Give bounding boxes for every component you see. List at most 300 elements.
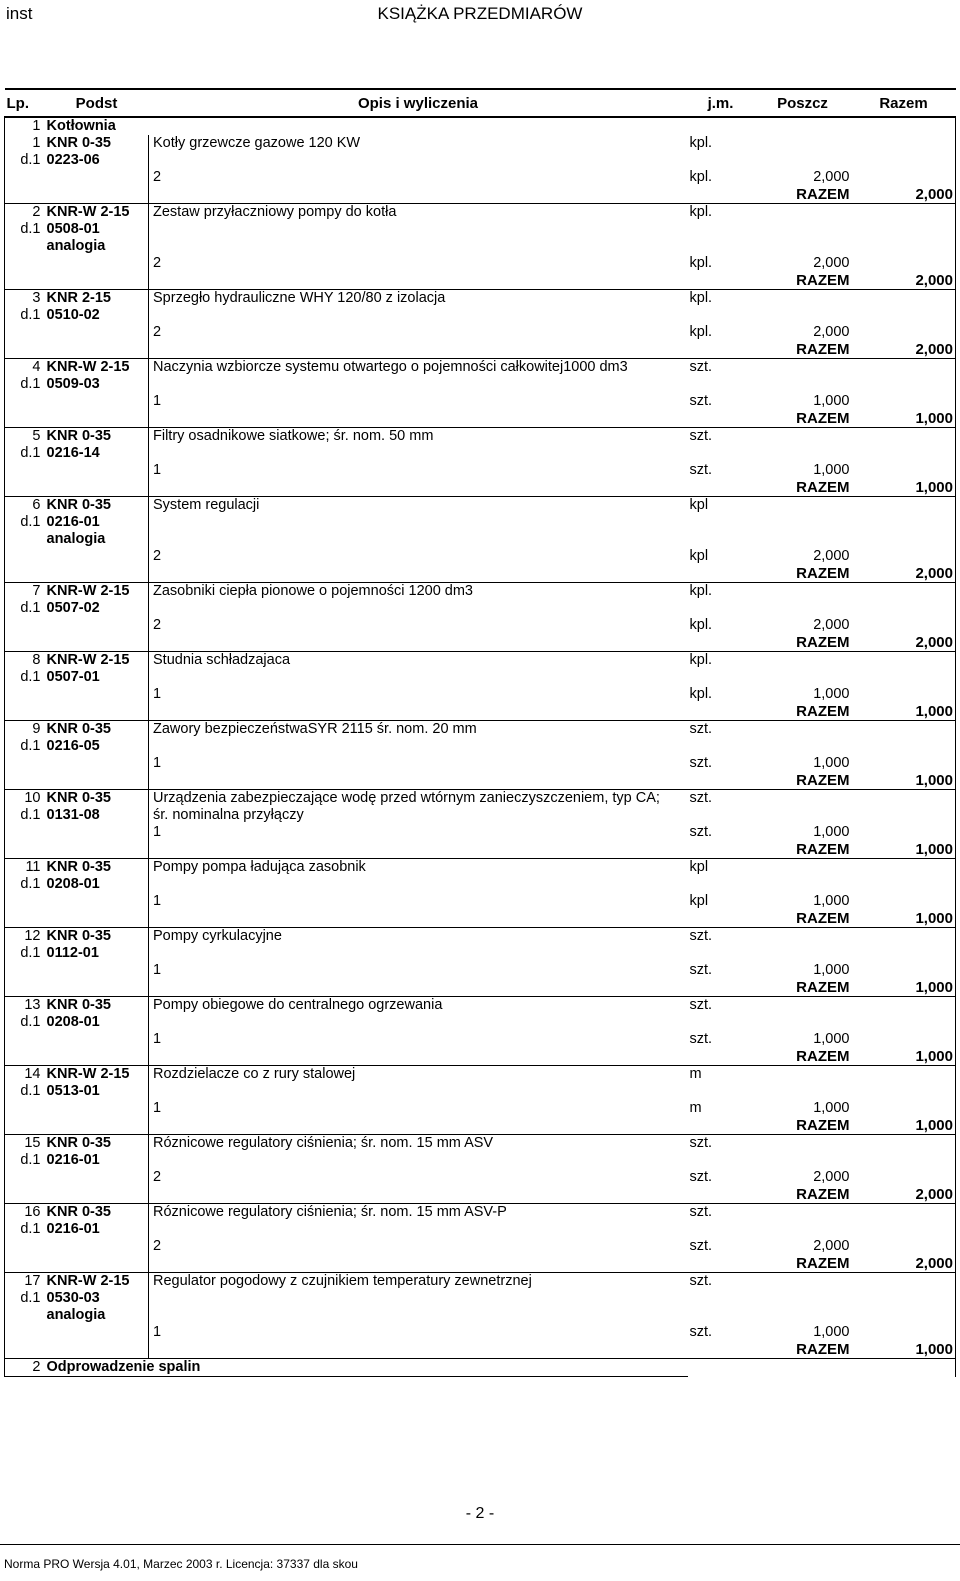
item-poszcz: 2,000 <box>813 548 850 564</box>
item-razem-value: 1,000 <box>852 479 956 497</box>
item-poszcz: 1,000 <box>813 393 850 409</box>
item-podst-empty <box>45 841 149 859</box>
item-lp: 13 <box>5 997 45 1015</box>
item-razem-label: RAZEM <box>754 1186 852 1204</box>
item-description <box>149 945 688 962</box>
item-poszcz: 1,000 <box>813 1324 850 1340</box>
item-unit <box>688 945 754 962</box>
item-unit <box>688 1221 754 1238</box>
item-podst: 0510-02 <box>45 307 149 324</box>
col-header-jm: j.m. <box>688 89 754 117</box>
item-razem-empty <box>852 1204 956 1222</box>
item-lp-empty <box>5 910 45 928</box>
item-poszcz-empty <box>754 497 852 515</box>
item-podst: KNR-W 2-15 <box>45 583 149 601</box>
item-razem-empty <box>852 1100 956 1117</box>
item-poszcz-empty <box>754 652 852 670</box>
item-podst-empty <box>45 910 149 928</box>
item-podst: KNR 2-15 <box>45 290 149 308</box>
item-description <box>149 1083 688 1100</box>
item-podst-empty <box>45 341 149 359</box>
item-jm-empty <box>688 772 754 790</box>
item-quantity-row <box>5 755 956 772</box>
item-podst: KNR 0-35 <box>45 497 149 515</box>
item-poszcz-empty <box>754 790 852 808</box>
item-lp-empty <box>5 1031 45 1048</box>
item-row <box>5 1135 956 1153</box>
item-description: Zestaw przyłaczniowy pompy do kotła <box>153 204 397 220</box>
footer-text: Norma PRO Wersja 4.01, Marzec 2003 r. Licencja: 37337 dla skou <box>4 1557 358 1571</box>
item-razem-empty <box>852 1290 956 1307</box>
item-razem-value: 1,000 <box>852 1048 956 1066</box>
item-poszcz-empty <box>754 445 852 462</box>
item-description: Studnia schładzajaca <box>153 652 291 668</box>
item-lp: 15 <box>5 1135 45 1153</box>
item-poszcz-empty <box>754 876 852 893</box>
item-description: Róznicowe regulatory ciśnienia; śr. nom. 15 mm ASV-P <box>153 1204 507 1220</box>
item-quantity-unit: szt. <box>689 755 713 771</box>
item-lp: 6 <box>5 497 45 515</box>
item-jm-empty <box>688 634 754 652</box>
item-description <box>149 307 688 324</box>
item-razem-empty <box>852 376 956 393</box>
item-quantity: 1 <box>153 393 162 409</box>
item-podst-empty <box>45 1169 149 1186</box>
item-sub: d.1 <box>5 738 45 755</box>
item-podst-empty <box>45 1238 149 1255</box>
item-quantity-unit: kpl. <box>689 255 713 271</box>
item-sub: d.1 <box>5 376 45 393</box>
item-razem-empty <box>852 135 956 152</box>
item-poszcz-empty <box>754 600 852 617</box>
item-razem-empty <box>852 238 956 255</box>
item-poszcz-empty <box>754 531 852 548</box>
item-row <box>5 928 956 946</box>
item-desc-empty <box>149 1186 688 1204</box>
item-total-row <box>5 410 956 428</box>
item-poszcz-empty <box>754 1307 852 1324</box>
item-razem-label: RAZEM <box>754 772 852 790</box>
item-razem-empty <box>852 152 956 169</box>
item-podst: KNR 0-35 <box>45 428 149 446</box>
item-quantity-row <box>5 962 956 979</box>
item-row <box>5 738 956 755</box>
item-lp: 4 <box>5 359 45 377</box>
item-row <box>5 1290 956 1307</box>
item-razem-empty <box>852 1031 956 1048</box>
item-description: Rozdzielacze co z rury stalowej <box>153 1066 356 1082</box>
item-unit: szt. <box>689 928 713 944</box>
page-title: KSIĄŻKA PRZEDMIARÓW <box>377 4 583 23</box>
item-desc-empty <box>149 634 688 652</box>
item-jm-empty <box>688 1186 754 1204</box>
item-razem-empty <box>852 1307 956 1324</box>
item-podst: 0216-01 <box>45 1221 149 1238</box>
item-lp-empty <box>5 1238 45 1255</box>
item-sub: d.1 <box>5 152 45 169</box>
item-quantity-unit: kpl. <box>689 324 713 340</box>
item-row <box>5 445 956 462</box>
item-desc-empty <box>149 772 688 790</box>
item-description <box>149 1290 688 1307</box>
item-poszcz-empty <box>754 135 852 152</box>
item-podst-empty <box>45 772 149 790</box>
item-lp: 8 <box>5 652 45 670</box>
item-total-row <box>5 479 956 497</box>
item-lp-empty <box>5 255 45 272</box>
item-row <box>5 1014 956 1031</box>
item-razem-empty <box>852 945 956 962</box>
item-lp-empty <box>5 841 45 859</box>
item-quantity: 1 <box>153 755 162 771</box>
item-row <box>5 497 956 515</box>
item-unit <box>688 514 754 531</box>
item-description: Naczynia wzbiorcze systemu otwartego o pojemności całkowitej1000 dm3 <box>153 359 628 375</box>
item-podst-empty <box>45 462 149 479</box>
item-poszcz-empty <box>754 428 852 446</box>
item-description: Filtry osadnikowe siatkowe; śr. nom. 50 mm <box>153 428 434 444</box>
item-podst-empty <box>45 703 149 721</box>
item-row <box>5 790 956 808</box>
item-lp-empty <box>5 548 45 565</box>
item-razem-empty <box>852 221 956 238</box>
item-podst-empty <box>45 617 149 634</box>
item-total-row <box>5 703 956 721</box>
item-podst-empty <box>45 1031 149 1048</box>
item-unit <box>688 1014 754 1031</box>
item-unit: szt. <box>689 1273 713 1289</box>
item-razem-value: 1,000 <box>852 703 956 721</box>
item-sub: d.1 <box>5 1083 45 1100</box>
item-quantity-row <box>5 1031 956 1048</box>
item-quantity-unit: szt. <box>689 462 713 478</box>
item-unit <box>688 738 754 755</box>
item-desc-empty <box>149 272 688 290</box>
item-poszcz-empty <box>754 307 852 324</box>
item-poszcz-empty <box>754 1066 852 1084</box>
item-unit <box>688 221 754 238</box>
item-podst: analogia <box>45 531 149 548</box>
item-razem-empty <box>852 497 956 515</box>
item-quantity-row <box>5 393 956 410</box>
item-razem-label: RAZEM <box>754 1341 852 1359</box>
item-podst-empty <box>45 755 149 772</box>
item-description: Zawory bezpieczeństwaSYR 2115 śr. nom. 20 mm <box>153 721 477 737</box>
item-desc-empty <box>149 703 688 721</box>
item-lp-empty <box>5 686 45 703</box>
item-unit: kpl. <box>689 652 713 668</box>
item-quantity-row <box>5 617 956 634</box>
item-jm-empty <box>688 479 754 497</box>
item-poszcz-empty <box>754 1014 852 1031</box>
item-quantity-row <box>5 1169 956 1186</box>
item-lp: 17 <box>5 1273 45 1291</box>
table-body <box>5 117 956 1377</box>
item-lp-empty <box>5 634 45 652</box>
item-podst: KNR-W 2-15 <box>45 1066 149 1084</box>
item-lp: 7 <box>5 583 45 601</box>
item-razem-empty <box>852 531 956 548</box>
item-podst: 0216-05 <box>45 738 149 755</box>
item-lp-empty <box>5 755 45 772</box>
item-jm-empty <box>688 910 754 928</box>
item-sub: d.1 <box>5 514 45 531</box>
item-unit: szt. <box>689 359 713 375</box>
item-razem-empty <box>852 893 956 910</box>
item-sub: d.1 <box>5 600 45 617</box>
item-podst-empty <box>45 255 149 272</box>
item-podst-empty <box>45 686 149 703</box>
item-quantity: 1 <box>153 1031 162 1047</box>
item-poszcz: 1,000 <box>813 962 850 978</box>
item-poszcz-empty <box>754 1221 852 1238</box>
item-total-row <box>5 910 956 928</box>
item-unit <box>688 600 754 617</box>
item-unit: szt. <box>689 721 713 737</box>
item-unit <box>688 1152 754 1169</box>
item-row <box>5 428 956 446</box>
item-total-row <box>5 1186 956 1204</box>
item-podst: 0513-01 <box>45 1083 149 1100</box>
item-razem-value: 2,000 <box>852 186 956 204</box>
item-lp: 10 <box>5 790 45 808</box>
item-row <box>5 1083 956 1100</box>
item-unit <box>688 307 754 324</box>
item-lp-empty <box>5 1341 45 1359</box>
item-lp-empty <box>5 1100 45 1117</box>
item-lp-empty <box>5 565 45 583</box>
item-poszcz-empty <box>754 807 852 824</box>
item-quantity: 1 <box>153 962 162 978</box>
item-row <box>5 135 956 152</box>
item-poszcz-empty <box>754 669 852 686</box>
item-unit: szt. <box>689 1204 713 1220</box>
item-poszcz-empty <box>754 945 852 962</box>
section-row <box>5 1359 956 1377</box>
item-desc-empty <box>149 479 688 497</box>
item-razem-label: RAZEM <box>754 979 852 997</box>
item-razem-label: RAZEM <box>754 841 852 859</box>
item-podst: 0216-01 <box>45 1152 149 1169</box>
item-quantity: 1 <box>153 824 162 840</box>
item-lp: 3 <box>5 290 45 308</box>
item-quantity: 2 <box>153 255 162 271</box>
item-razem-value: 2,000 <box>852 1255 956 1273</box>
item-unit: kpl <box>689 497 709 513</box>
item-lp-empty <box>5 1169 45 1186</box>
item-razem-empty <box>852 600 956 617</box>
item-podst-empty <box>45 1117 149 1135</box>
item-quantity-row <box>5 1324 956 1341</box>
item-description <box>149 238 688 255</box>
item-desc-empty <box>149 1341 688 1359</box>
item-row <box>5 359 956 377</box>
item-razem-value: 1,000 <box>852 1117 956 1135</box>
item-lp: 14 <box>5 1066 45 1084</box>
item-jm-empty <box>688 1341 754 1359</box>
item-unit: m <box>689 1066 702 1082</box>
item-description <box>149 1014 688 1031</box>
item-desc-empty <box>149 979 688 997</box>
item-lp-empty <box>5 479 45 497</box>
item-poszcz: 1,000 <box>813 462 850 478</box>
item-podst-empty <box>45 893 149 910</box>
section-lp: 2 <box>5 1359 45 1377</box>
item-description: Sprzegło hydrauliczne WHY 120/80 z izolacja <box>153 290 446 306</box>
item-description <box>149 376 688 393</box>
page-number: - 2 - <box>465 1505 495 1522</box>
item-podst-empty <box>45 410 149 428</box>
item-razem-empty <box>852 738 956 755</box>
col-header-lp: Lp. <box>5 89 45 117</box>
item-razem-value: 1,000 <box>852 910 956 928</box>
item-unit: szt. <box>689 997 713 1013</box>
item-lp-empty <box>5 824 45 841</box>
item-quantity-unit: szt. <box>689 1031 713 1047</box>
col-header-podst: Podst <box>45 89 149 117</box>
item-poszcz: 1,000 <box>813 755 850 771</box>
item-lp-empty <box>5 1117 45 1135</box>
item-razem-value: 1,000 <box>852 772 956 790</box>
item-razem-empty <box>852 255 956 272</box>
item-razem-empty <box>852 669 956 686</box>
item-lp-empty <box>5 617 45 634</box>
item-unit: kpl. <box>689 204 713 220</box>
item-podst: 0216-14 <box>45 445 149 462</box>
item-podst: KNR 0-35 <box>45 859 149 877</box>
item-total-row <box>5 772 956 790</box>
item-row <box>5 876 956 893</box>
item-podst: analogia <box>45 238 149 255</box>
item-poszcz-empty <box>754 221 852 238</box>
item-description: System regulacji <box>153 497 260 513</box>
item-sub: d.1 <box>5 1152 45 1169</box>
item-podst: KNR 0-35 <box>45 790 149 808</box>
item-row <box>5 152 956 169</box>
item-lp: 12 <box>5 928 45 946</box>
item-description <box>149 445 688 462</box>
item-description: Pompy obiegowe do centralnego ogrzewania <box>153 997 443 1013</box>
item-poszcz-empty <box>754 238 852 255</box>
item-podst-empty <box>45 393 149 410</box>
item-razem-label: RAZEM <box>754 910 852 928</box>
item-description <box>149 514 688 531</box>
item-row <box>5 583 956 601</box>
item-unit <box>688 376 754 393</box>
item-row <box>5 997 956 1015</box>
item-razem-value: 2,000 <box>852 1186 956 1204</box>
item-lp-empty <box>5 1186 45 1204</box>
item-razem-empty <box>852 548 956 565</box>
item-podst-empty <box>45 186 149 204</box>
item-quantity: 2 <box>153 324 162 340</box>
item-unit: szt. <box>689 790 713 806</box>
estimate-table <box>4 88 956 1377</box>
item-unit <box>688 876 754 893</box>
item-lp-empty <box>5 186 45 204</box>
item-total-row <box>5 186 956 204</box>
item-razem-empty <box>852 307 956 324</box>
item-poszcz-empty <box>754 152 852 169</box>
item-podst-empty <box>45 634 149 652</box>
item-razem-empty <box>852 445 956 462</box>
item-description <box>149 1152 688 1169</box>
item-row <box>5 1273 956 1291</box>
item-razem-empty <box>852 583 956 601</box>
item-desc-empty <box>149 565 688 583</box>
item-poszcz: 2,000 <box>813 1169 850 1185</box>
col-header-opis: Opis i wyliczenia <box>149 89 688 117</box>
section-row <box>5 117 956 135</box>
item-razem-value: 2,000 <box>852 634 956 652</box>
item-razem-empty <box>852 290 956 308</box>
item-row <box>5 859 956 877</box>
item-description: Róznicowe regulatory ciśnienia; śr. nom. 15 mm ASV <box>153 1135 494 1151</box>
item-quantity: 2 <box>153 548 162 564</box>
item-row <box>5 807 956 824</box>
item-razem-empty <box>852 1238 956 1255</box>
item-lp-empty <box>5 893 45 910</box>
item-razem-label: RAZEM <box>754 1048 852 1066</box>
item-total-row <box>5 1117 956 1135</box>
item-poszcz-empty <box>754 359 852 377</box>
item-poszcz: 1,000 <box>813 1031 850 1047</box>
item-podst-empty <box>45 979 149 997</box>
item-lp-empty <box>5 341 45 359</box>
item-podst: 0509-03 <box>45 376 149 393</box>
item-row <box>5 1204 956 1222</box>
item-jm-empty <box>688 186 754 204</box>
item-description <box>149 669 688 686</box>
item-row <box>5 652 956 670</box>
item-podst-empty <box>45 962 149 979</box>
item-quantity: 1 <box>153 1324 162 1340</box>
item-lp: 16 <box>5 1204 45 1222</box>
item-razem-empty <box>852 790 956 808</box>
item-podst: KNR-W 2-15 <box>45 359 149 377</box>
item-description: Urządzenia zabezpieczające wodę przed wtórnym zanieczyszczeniem, typ CA; <box>153 790 660 806</box>
item-razem-empty <box>852 859 956 877</box>
item-podst: KNR-W 2-15 <box>45 204 149 222</box>
item-razem-value: 1,000 <box>852 410 956 428</box>
item-razem-empty <box>852 169 956 186</box>
item-row <box>5 531 956 548</box>
item-description <box>149 221 688 238</box>
item-razem-empty <box>852 876 956 893</box>
item-desc-empty <box>149 1255 688 1273</box>
item-podst: 0223-06 <box>45 152 149 169</box>
section-name: Odprowadzenie spalin <box>45 1359 688 1377</box>
item-podst: analogia <box>45 1307 149 1324</box>
item-razem-label: RAZEM <box>754 634 852 652</box>
section-empty <box>852 1359 956 1377</box>
item-podst-empty <box>45 548 149 565</box>
item-lp-empty <box>5 272 45 290</box>
item-razem-empty <box>852 359 956 377</box>
item-quantity: 2 <box>153 1169 162 1185</box>
item-description <box>149 600 688 617</box>
item-row <box>5 514 956 531</box>
item-poszcz-empty <box>754 376 852 393</box>
item-sub: d.1 <box>5 945 45 962</box>
item-quantity-unit: kpl. <box>689 617 713 633</box>
item-razem-empty <box>852 393 956 410</box>
item-razem-empty <box>852 204 956 222</box>
item-poszcz-empty <box>754 1083 852 1100</box>
item-razem-label: RAZEM <box>754 186 852 204</box>
item-razem-empty <box>852 1324 956 1341</box>
item-podst: KNR 0-35 <box>45 721 149 739</box>
